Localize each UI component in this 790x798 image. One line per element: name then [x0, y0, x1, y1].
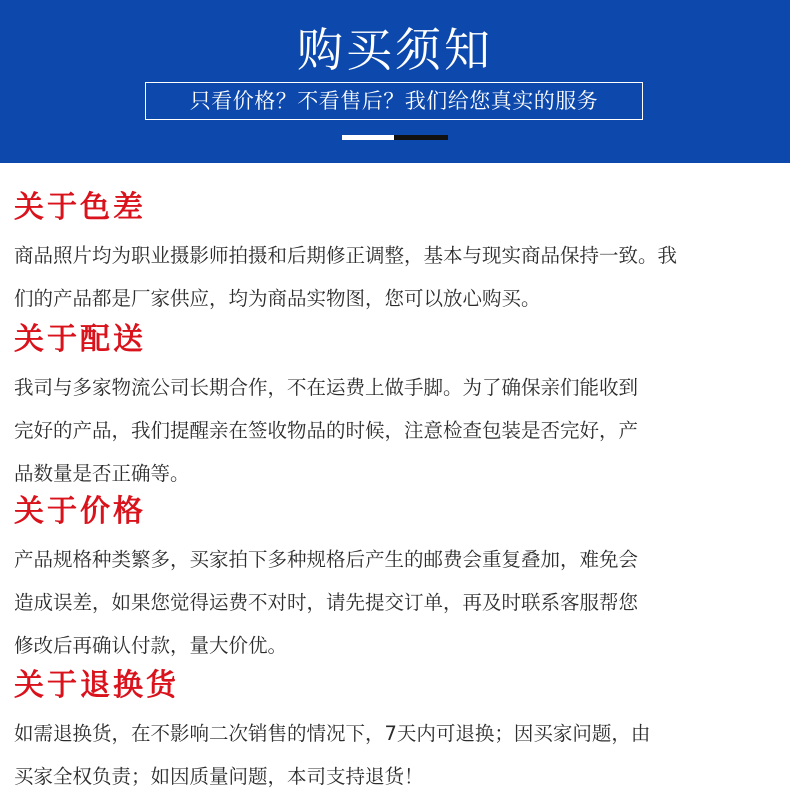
section-title: 关于配送: [14, 322, 146, 357]
body-line: 修改后再确认付款，量大价优。: [14, 634, 288, 657]
page-title: 购买须知: [297, 23, 493, 77]
section-body: [14, 366, 780, 495]
body-line: 完好的产品，我们提醒亲在签收物品的时候，注意检查包装是否完好，产: [14, 419, 639, 442]
section-title: 关于退换货: [14, 668, 179, 703]
section-body: [14, 234, 780, 320]
body-line: 造成误差，如果您觉得运费不对时，请先提交订单，再及时联系客服帮您: [14, 591, 639, 614]
section-body: [14, 538, 780, 667]
body-line: 买家全权负责；如因质量问题，本司支持退货！: [14, 765, 424, 788]
accent-bar-white: [342, 135, 394, 140]
accent-bar-dark: [394, 135, 448, 140]
body-line: 如需退换货，在不影响二次销售的情况下，7天内可退换；因买家问题，由: [14, 722, 651, 745]
body-line: 们的产品都是厂家供应，均为商品实物图，您可以放心购买。: [14, 287, 541, 310]
section-price: [14, 492, 780, 667]
body-line: 品数量是否正确等。: [14, 462, 190, 485]
header-banner: [0, 0, 790, 163]
section-title: 关于色差: [14, 190, 146, 225]
page-subtitle: 只看价格？不看售后？我们给您真实的服务: [145, 82, 643, 120]
section-title: 关于价格: [14, 494, 146, 529]
section-delivery: [14, 320, 780, 495]
body-line: 商品照片均为职业摄影师拍摄和后期修正调整，基本与现实商品保持一致。我: [14, 244, 678, 267]
section-returns: [14, 666, 780, 798]
section-color-difference: [14, 188, 780, 320]
body-line: 我司与多家物流公司长期合作，不在运费上做手脚。为了确保亲们能收到: [14, 376, 639, 399]
section-body: [14, 712, 780, 798]
body-line: 产品规格种类繁多，买家拍下多种规格后产生的邮费会重复叠加，难免会: [14, 548, 639, 571]
